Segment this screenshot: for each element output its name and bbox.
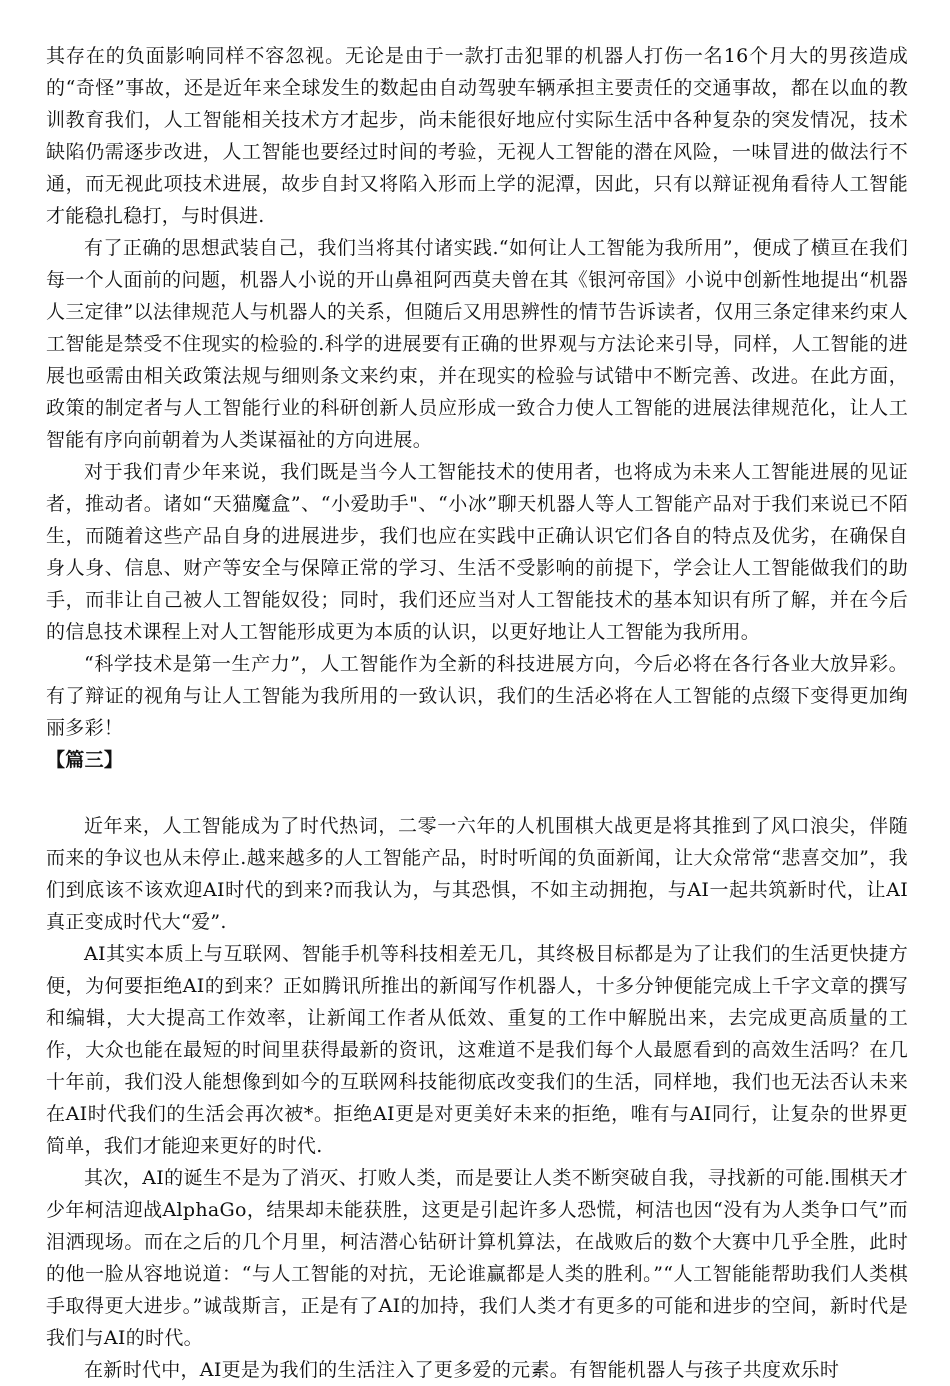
paragraph: 其存在的负面影响同样不容忽视。无论是由于一款打击犯罪的机器人打伤一名16个月大的男孩造成的“奇怪”事故，还是近年来全球发生的数起由自动驾驶车辆承担主要责任的交通事故，都在以血的教训教育我们，人工智能相关技术方才起步，尚未能很好地应付实际生活中各种复杂的突发情况，技术缺陷仍需逐步改进，人工智能也要经过时间的考验，无视人工智能的潜在风险，一味冒进的做法行不通，而无视此项技术进展，故步自封又将陷入形而上学的泥潭，因此，只有以辩证视角看待人工智能才能稳扎稳打，与时俱进.: [46, 45, 908, 227]
paragraph: 在新时代中，AI更是为我们的生活注入了更多爱的元素。有智能机器人与孩子共度欢乐时: [84, 1359, 840, 1381]
blank-line: [46, 776, 908, 810]
paragraph: 有了正确的思想武装自己，我们当将其付诸实践.“如何让人工智能为我所用”，便成了横亘在我们每一个人面前的问题，机器人小说的开山鼻祖阿西莫夫曾在其《银河帝国》小说中创新性地提出“机器人三定律”以法律规范人与机器人的关系，但随后又用思辨性的情节告诉读者，仅用三条定律来约束人工智能是禁受不住现实的检验的.科学的进展要有正确的世界观与方法论来引导，同样，人工智能的进展也亟需由相关政策法规与细则条文来约束，并在现实的检验与试错中不断完善、改进。在此方面，政策的制定者与人工智能行业的科研创新人员应形成一致合力使人工智能的进展法律规范化，让人工智能有序向前朝着为人类谋福祉的方向进展。: [46, 237, 908, 451]
paragraph: 对于我们青少年来说，我们既是当今人工智能技术的使用者，也将成为未来人工智能进展的见证者，推动者。诸如“天猫魔盒”、“小爱助手"、“小冰”聊天机器人等人工智能产品对于我们来说已不陌生，而随着这些产品自身的进展进步，我们也应在实践中正确认识它们各自的特点及优劣，在确保自身人身、信息、财产等安全与保障正常的学习、生活不受影响的前提下，学会让人工智能做我们的助手，而非让自己被人工智能奴役；同时，我们还应当对人工智能技术的基本知识有所了解，并在今后的信息技术课程上对人工智能形成更为本质的认识，以更好地让人工智能为我所用。: [46, 461, 908, 643]
document-page: [46, 40, 908, 1386]
paragraph: 其次，AI的诞生不是为了消灭、打败人类，而是要让人类不断突破自我，寻找新的可能.围棋天才少年柯洁迎战AlphaGo，结果却未能获胜，这更是引起许多人恐慌，柯洁也因“没有为人类争口气”而泪洒现场。而在之后的几个月里，柯洁潜心钻研计算机算法，在战败后的数个大赛中几乎全胜，此时的他一脸从容地说道：“与人工智能的对抗，无论谁赢都是人类的胜利。”“人工智能能帮助我们人类棋手取得更大进步。”诚哉斯言，正是有了AI的加持，我们人类才有更多的可能和进步的空间，新时代是我们与AI的时代。: [46, 1167, 908, 1349]
section-heading: 【篇三】: [46, 749, 124, 771]
paragraph: AI其实本质上与互联网、智能手机等科技相差无几，其终极目标都是为了让我们的生活更快捷方便，为何要拒绝AI的到来？正如腾讯所推出的新闻写作机器人，十多分钟便能完成上千字文章的撰写和编辑，大大提高工作效率，让新闻工作者从低效、重复的工作中解脱出来，去完成更高质量的工作，大众也能在最短的时间里获得最新的资讯，这难道不是我们每个人最愿看到的高效生活吗？在几十年前，我们没人能想像到如今的互联网科技能彻底改变我们的生活，同样地，我们也无法否认未来在AI时代我们的生活会再次被*。拒绝AI更是对更美好未来的拒绝，唯有与AI同行，让复杂的世界更简单，我们才能迎来更好的时代.: [46, 943, 908, 1157]
paragraph: 近年来，人工智能成为了时代热词，二零一六年的人机围棋大战更是将其推到了风口浪尖，伴随而来的争议也从未停止.越来越多的人工智能产品，时时听闻的负面新闻，让大众常常“悲喜交加”，我们到底该不该欢迎AI时代的到来?而我认为，与其恐惧，不如主动拥抱，与AI一起共筑新时代，让AI真正变成时代大“爱”.: [46, 815, 908, 933]
paragraph: “科学技术是第一生产力”，人工智能作为全新的科技进展方向，今后必将在各行各业大放异彩。有了辩证的视角与让人工智能为我所用的一致认识，我们的生活必将在人工智能的点缀下变得更加绚丽多彩！: [46, 653, 908, 739]
